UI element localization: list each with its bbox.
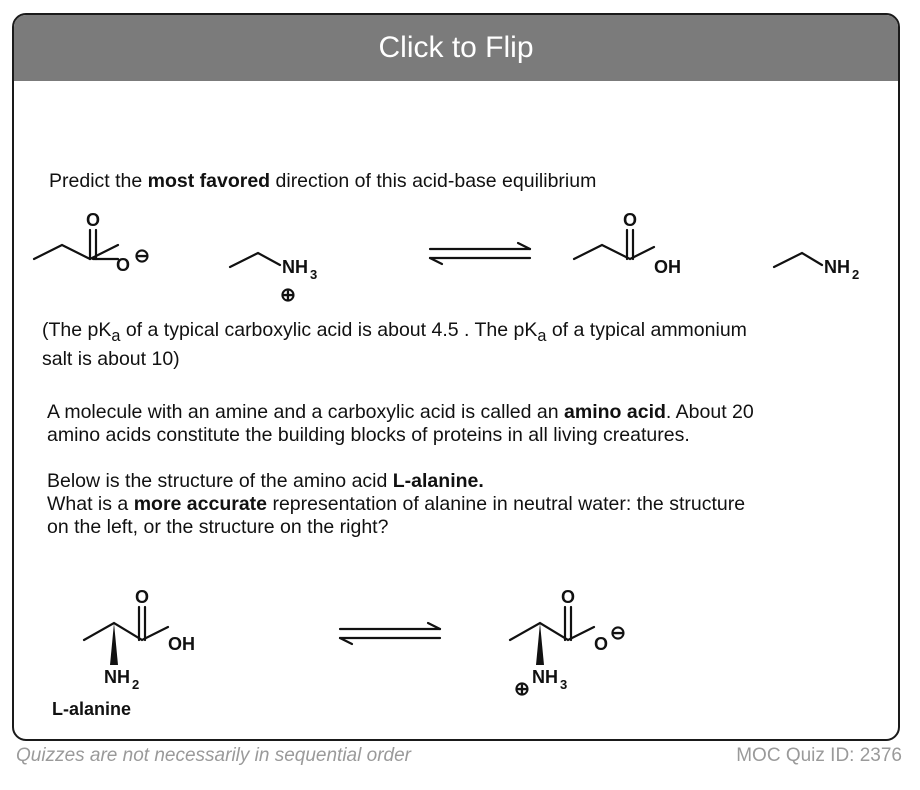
amino-acid-paragraph [47, 401, 754, 447]
quiz-card[interactable] [12, 13, 900, 741]
alanine-hydroxyl-label: OH [168, 634, 195, 654]
click-to-flip-button[interactable]: Click to Flip [14, 15, 898, 81]
alanine-question-bold-name: L-alanine. [392, 470, 484, 492]
alanine-carbonyl-oxygen-label: O [135, 587, 150, 607]
negative-charge-icon: ⊖ [134, 246, 150, 267]
quiz-id-label: MOC Quiz ID: 2376 [736, 745, 902, 766]
question-text-prefix: Predict the [49, 170, 148, 192]
pka-note-line2: salt is about 10) [42, 347, 180, 370]
alanine-question-line1: Below is the structure of the amino acid [47, 470, 393, 492]
carboxylate-oxygen-label: O [116, 255, 131, 275]
zwitterion-carbonyl-oxygen-label: O [561, 587, 576, 607]
question-text-bold: most favored [147, 170, 271, 192]
positive-charge-icon: ⊕ [280, 285, 296, 306]
alanine-question [47, 470, 745, 539]
amino-para-line2: amino acids constitute the building blocks of proteins in all living creatures. [47, 424, 690, 446]
hydroxyl-label: OH [654, 257, 681, 277]
amino-para-bold: amino acid [564, 401, 666, 423]
acid-carbonyl-oxygen-label: O [623, 210, 638, 230]
amine-label: NH [824, 257, 850, 277]
order-disclaimer: Quizzes are not necessarily in sequential order [16, 745, 411, 766]
pka-note-part1: (The pK [42, 319, 112, 341]
alanine-name-label: L-alanine [52, 699, 132, 719]
zwitterion-carboxylate-oxygen-label: O [594, 634, 609, 654]
ammonium-label: NH [282, 257, 308, 277]
acid-base-reaction-diagram [14, 15, 900, 741]
amine-subscript: 2 [852, 267, 860, 282]
alanine-question-line2-prefix: What is a [47, 493, 134, 515]
alanine-question-line2-suffix: representation of alanine in neutral water: the structure [267, 493, 746, 515]
question-text-suffix: direction of this acid-base equilibrium [270, 170, 597, 192]
alanine-question-line2-bold: more accurate [133, 493, 268, 515]
carbonyl-oxygen-label: O [86, 210, 101, 230]
pka-subscript-2: a [537, 326, 547, 345]
zwitterion-negative-charge-icon: ⊖ [610, 623, 626, 644]
pka-note-part3: of a typical ammonium [546, 319, 747, 341]
ammonium-subscript: 3 [310, 267, 318, 282]
amino-para-suffix: . About 20 [665, 401, 754, 423]
pka-note [42, 319, 747, 371]
pka-subscript-1: a [111, 326, 121, 345]
zwitterion-positive-charge-icon: ⊕ [514, 679, 530, 700]
alanine-question-line3: on the left, or the structure on the right? [47, 516, 389, 538]
zwitterion-ammonium-subscript: 3 [560, 677, 568, 692]
zwitterion-ammonium-label: NH [532, 667, 558, 687]
amino-para-prefix: A molecule with an amine and a carboxylic acid is called an [47, 401, 565, 423]
pka-note-part2: of a typical carboxylic acid is about 4.5 . The pK [120, 319, 538, 341]
alanine-amine-subscript: 2 [132, 677, 140, 692]
alanine-amine-label: NH [104, 667, 130, 687]
